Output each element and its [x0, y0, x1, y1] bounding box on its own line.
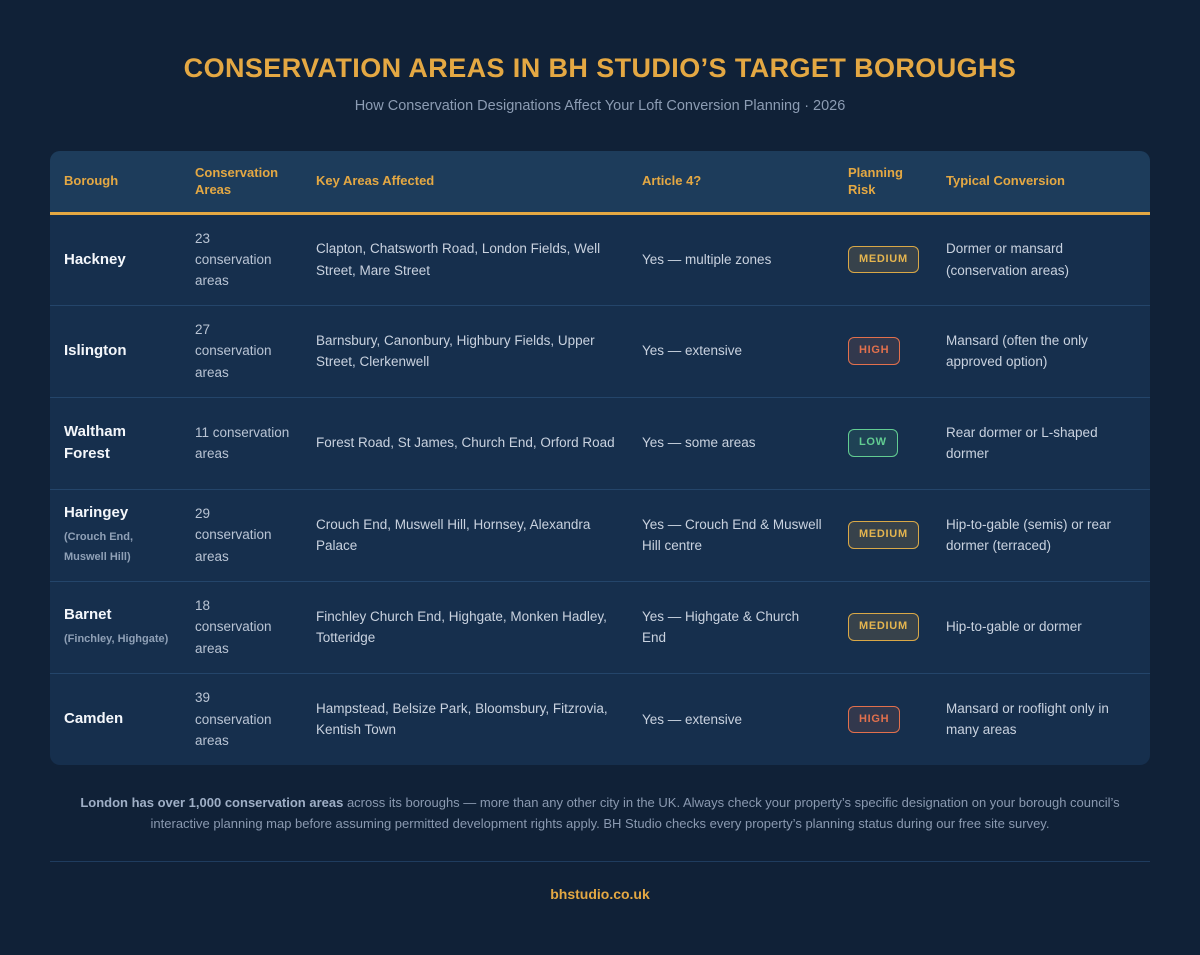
column-header-typical-conversion: Typical Conversion [932, 151, 1150, 213]
footer-divider [50, 861, 1150, 862]
typical-conversion: Mansard (often the only approved option) [932, 305, 1150, 397]
borough-note: (Finchley, Highgate) [64, 632, 169, 645]
column-header-article4: Article 4? [628, 151, 834, 213]
column-header-borough: Borough [50, 151, 181, 213]
table-header-row [50, 151, 1150, 213]
table-row [50, 581, 1150, 673]
typical-conversion: Hip-to-gable or dormer [932, 581, 1150, 673]
planning-risk-badge: HIGH [848, 337, 900, 364]
article4-status: Yes — extensive [642, 711, 743, 727]
planning-risk-badge: MEDIUM [848, 246, 919, 273]
planning-risk-badge: MEDIUM [848, 521, 919, 548]
conservation-areas-table [50, 151, 1150, 765]
borough-name: Barnet [64, 606, 112, 624]
borough-name: Haringey [64, 504, 129, 522]
table-row [50, 213, 1150, 305]
borough-name: Hackney [64, 250, 126, 268]
page-subtitle: How Conservation Designations Affect Your Loft Conversion Planning · 2026 [354, 98, 846, 114]
borough-name: Camden [64, 710, 124, 728]
typical-conversion: Mansard or rooflight only in many areas [946, 700, 1109, 738]
conservation-areas-count: 11 conservation areas [181, 397, 302, 489]
key-areas-affected: Clapton, Chatsworth Road, London Fields, Well Street, Mare Street [302, 213, 628, 305]
column-header-conservation-areas: Conservation Areas [181, 151, 302, 213]
borough-note: (Crouch End, Muswell Hill) [64, 531, 134, 563]
key-areas-affected: Barnsbury, Canonbury, Highbury Fields, Upper Street, Clerkenwell [302, 305, 628, 397]
article4-status: Yes — multiple zones [628, 213, 834, 305]
article4-status: Yes — extensive [628, 305, 834, 397]
footer-note-highlight: London has over 1,000 conservation areas [80, 795, 344, 810]
article4-status: Yes — Highgate & Church End [628, 581, 834, 673]
table-body [50, 213, 1150, 765]
table-row [50, 305, 1150, 397]
page-header [0, 0, 1200, 114]
key-areas-affected: Forest Road, St James, Church End, Orford Road [302, 397, 628, 489]
article4-status: Yes — some areas [628, 397, 834, 489]
typical-conversion: Rear dormer or L-shaped dormer [932, 397, 1150, 489]
page-title: CONSERVATION AREAS IN BH STUDIO’S TARGET BOROUGHS [183, 53, 1017, 83]
planning-risk-badge: MEDIUM [848, 613, 919, 640]
conservation-areas-table-card [50, 151, 1150, 765]
conservation-areas-count: 29 conservation areas [181, 489, 302, 581]
typical-conversion: Hip-to-gable (semis) or rear dormer (terraced) [932, 489, 1150, 581]
conservation-areas-count: 23 conservation areas [181, 213, 302, 305]
table-row [50, 673, 1150, 765]
borough-name: Waltham Forest [64, 423, 126, 462]
table-row [50, 489, 1150, 581]
column-header-key-areas: Key Areas Affected [302, 151, 628, 213]
borough-name: Islington [64, 342, 127, 360]
table-row [50, 397, 1150, 489]
column-header-planning-risk: Planning Risk [834, 151, 932, 213]
website-link[interactable]: bhstudio.co.uk [550, 885, 650, 902]
typical-conversion: Dormer or mansard (conservation areas) [932, 213, 1150, 305]
key-areas-affected: Hampstead, Belsize Park, Bloomsbury, Fitzrovia, Kentish Town [316, 700, 608, 738]
footer-note-text: across its boroughs — more than any other city in the UK. Always check your property’s specific designation on your borough council’s interactive planning map before assuming permitted development rights apply. BH Studio checks every property’s planning status during our free site survey. [150, 795, 1120, 831]
planning-risk-badge: HIGH [848, 706, 900, 733]
key-areas-affected: Crouch End, Muswell Hill, Hornsey, Alexandra Palace [302, 489, 628, 581]
article4-status: Yes — Crouch End & Muswell Hill centre [628, 489, 834, 581]
planning-risk-badge: LOW [848, 429, 898, 456]
footer-note [63, 793, 1138, 835]
conservation-areas-count: 27 conservation areas [181, 305, 302, 397]
conservation-areas-count: 18 conservation areas [181, 581, 302, 673]
conservation-areas-count: 39 conservation areas [195, 690, 272, 748]
key-areas-affected: Finchley Church End, Highgate, Monken Hadley, Totteridge [302, 581, 628, 673]
